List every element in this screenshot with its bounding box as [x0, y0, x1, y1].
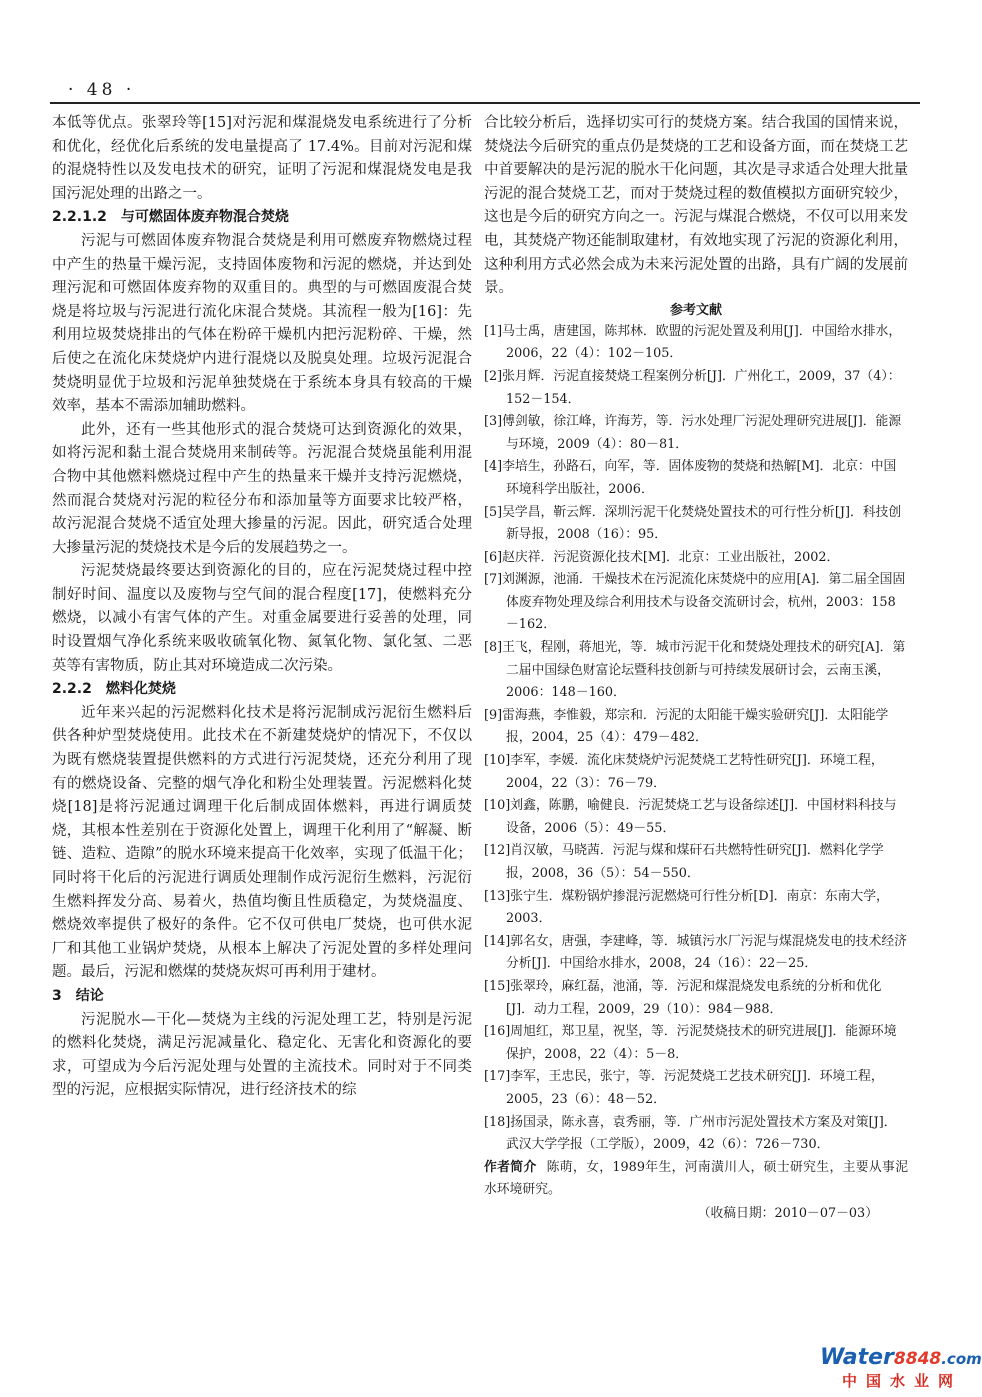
- reference-item: [10]刘鑫，陈鹏，喻健良．污泥焚烧工艺与设备综述[J]．中国材料科技与设备，2006（5）：49－55．: [484, 798, 897, 836]
- reference-item: [6]赵庆祥．污泥资源化技术[M]．北京：工业出版社，2002．: [484, 549, 840, 565]
- heading-text: 与可燃固体废弃物混合焚烧: [120, 209, 289, 226]
- reference-list: [484, 321, 908, 1157]
- reference-item: [12]肖汉敏，马晓茜．污泥与煤和煤矸石共燃特性研究[J]．燃料化学学报，2008，36（5）：54－550．: [484, 843, 884, 881]
- references-title: 参考文献: [669, 302, 722, 318]
- site-logo[interactable]: [820, 1345, 982, 1394]
- paragraph: 污泥焚烧最终要达到资源化的目的，应在污泥焚烧过程中控制好时间、温度以及废物与空气间的混合程度[17]，使燃料充分燃烧，以减小有害气体的产生。对重金属要进行妥善的处理，同时设置烟气净化系统来吸收硫氧化物、氮氧化物、氯化氢、二恶英等有害物质，防止其对环境造成二次污染。: [52, 563, 472, 674]
- received-date: （收稿日期：2010－07－03）: [697, 1205, 878, 1221]
- reference-item: [10]李军，李媛．流化床焚烧炉污泥焚烧工艺特性研究[J]．环境工程，2004，22（3）：76－79．: [484, 753, 884, 791]
- reference-item: [4]李培生，孙路石，向军，等．固体废物的焚烧和热解[M]．北京：中国环境科学出版社，2006．: [484, 459, 897, 497]
- author-note: [484, 1157, 908, 1202]
- paragraph: 本低等优点。张翠玲等[15]对污泥和煤混烧发电系统进行了分析和优化，经优化后系统的发电量提高了 17.4%。目前对污泥和煤的混烧特性以及发电技术的研究，证明了污泥和煤混烧发电是我国污泥处理的出路之一。: [52, 115, 472, 202]
- paragraph: 污泥脱水—干化—焚烧为主线的污泥处理工艺，特别是污泥的燃料化焚烧，满足污泥减量化、稳定化、无害化和资源化的要求，可望成为今后污泥处理与处置的主流技术。同时对于不同类型的污泥，应根据实际情况，进行经济技术的综: [52, 1011, 472, 1099]
- paragraph: 合比较分析后，选择切实可行的焚烧方案。结合我国的国情来说，焚烧法今后研究的重点仍是焚烧的工艺和设备方面，而在焚烧工艺中首要解决的是污泥的脱水干化问题，其次是寻求适合处理大批量污泥的混合焚烧工艺，而对于焚烧过程的数值模拟方面研究较少，这也是今后的研究方向之一。污泥与煤混合燃烧，不仅可以用来发电，其焚烧产物还能制取建材，有效地实现了污泥的资源化利用，这种利用方式必然会成为未来污泥处置的出路，具有广阔的发展前景。: [484, 115, 908, 297]
- page-number: · 48 ·: [68, 80, 136, 100]
- logo-number: 8848: [893, 1349, 942, 1369]
- heading-number: 2.2.1.2: [52, 209, 107, 226]
- reference-item: [15]张翠玲，麻红磊，池涌，等．污泥和煤混烧发电系统的分析和优化[J]．动力工程，2009，29（10）：984－988．: [484, 978, 882, 1017]
- heading-text: 燃料化焚烧: [105, 681, 176, 698]
- paragraph: 此外，还有一些其他形式的混合焚烧可达到资源化的效果，如将污泥和黏土混合焚烧用来制砖等。污泥混合焚烧虽能利用混合物中其他燃料燃烧过程中产生的热量来干燥并支持污泥燃烧，然而混合焚烧对污泥的粒径分布和添加量等方面要求比较严格，故污泥混合焚烧不适宜处理大掺量的污泥。因此，研究适合处理大掺量污泥的焚烧技术是今后的发展趋势之一。: [52, 421, 472, 556]
- reference-item: [3]傅剑敏，徐江峰，许海芳，等．污水处理厂污泥处理研究进展[J]．能源与环境，2009（4）：80－81．: [484, 414, 902, 452]
- heading-number: 3: [52, 987, 62, 1004]
- author-text: 陈萌，女，1989年生，河南潢川人，硕士研究生，主要从事泥水环境研究。: [484, 1159, 909, 1198]
- reference-item: [9]雷海燕，李惟毅，郑宗和．污泥的太阳能干燥实验研究[J]．太阳能学报，2004，25（4）：479－482．: [484, 707, 889, 746]
- paragraph: 污泥与可燃固体废弃物混合焚烧是利用可燃废弃物燃烧过程中产生的热量干燥污泥，支持固体废物和污泥的燃烧，并达到处理污泥和可燃固体废弃物的双重目的。典型的与可燃固废混合焚烧是将垃圾与污泥进行流化床混合焚烧。其流程一般为[16]：先利用垃圾焚烧排出的气体在粉碎干燥机内把污泥粉碎、干燥，然后使之在流化床焚烧炉内进行混烧以及脱臭处理。垃圾污泥混合焚烧明显优于垃圾和污泥单独焚烧在于系统本身具有较高的干燥效率，基本不需添加辅助燃料。: [52, 232, 472, 415]
- paragraph: 近年来兴起的污泥燃料化技术是将污泥制成污泥衍生燃料后供各种炉型焚烧使用。此技术在不新建焚烧炉的情况下，不仅以为既有燃烧装置提供燃料的方式进行污泥焚烧，还充分利用了现有的燃烧设备、完整的烟气净化和粉尘处理装置。污泥燃料化焚烧[18]是将污泥通过调理干化后制成固体燃料，再进行调质焚烧，其根本性差别在于资源化处置上，调理干化利用了“解凝、断链、造粒、造隙”的脱水环境来提高干化效率，实现了低温干化；同时将干化后的污泥进行调质处理制作成污泥衍生燃料，污泥衍生燃料挥发分高、易着火，热值均衡且性质稳定，为焚烧温度、燃烧效率提供了极好的条件。它不仅可供电厂焚烧，也可供水泥厂和其他工业锅炉焚烧，从根本上解决了污泥处置的多样处理问题。最后，污泥和燃煤的焚烧灰烬可再利用于建材。: [52, 704, 472, 981]
- header-rule: [50, 102, 920, 104]
- logo-suffix: .com: [941, 1350, 982, 1368]
- reference-item: [18]扬国录，陈永喜，袁秀丽，等．广州市污泥处置技术方案及对策[J]．武汉大学学报（工学版），2009，42（6）：726－730．: [484, 1114, 897, 1153]
- reference-item: [16]周旭红，郑卫星，祝坚，等．污泥焚烧技术的研究进展[J]．能源环境保护，2008，22（4）：5－8．: [484, 1024, 897, 1062]
- section-heading-3: [52, 985, 472, 1009]
- logo-subtitle: 中国水业网: [842, 1372, 963, 1390]
- author-label: 作者简介: [484, 1159, 537, 1175]
- right-column: [484, 112, 908, 1226]
- left-column: [52, 112, 472, 1103]
- reference-item: [7]刘渊源，池涌．干燥技术在污泥流化床焚烧中的应用[A]．第二届全国固体废弃物处理及综合利用技术与设备交流研讨会，杭州，2003：158－162．: [484, 572, 906, 633]
- reference-item: [17]李军，王忠民，张宁，等．污泥焚烧工艺技术研究[J]．环境工程，2005，23（6）：48－52．: [484, 1069, 884, 1107]
- logo-word: Water: [820, 1345, 894, 1370]
- section-heading-2-2-2: [52, 678, 472, 702]
- reference-item: [2]张月辉．污泥直接焚烧工程案例分析[J]．广州化工，2009，37（4）：152－154．: [484, 368, 901, 407]
- reference-item: [13]张宁生．煤粉锅炉掺混污泥燃烧可行性分析[D]．南京：东南大学，2003．: [484, 888, 889, 927]
- reference-item: [1]马士禹，唐建国，陈邦林．欧盟的污泥处置及利用[J]．中国给水排水，2006，22（4）：102－105．: [484, 323, 902, 362]
- reference-item: [5]吴学昌，靳云辉．深圳污泥干化焚烧处置技术的可行性分析[J]．科技创新导报，2008（16）：95．: [484, 504, 902, 543]
- page-header: [50, 74, 920, 104]
- reference-item: [14]郭名女，唐强，李建峰，等．城镇污水厂污泥与煤混烧发电的技术经济分析[J]．中国给水排水，2008，24（16）：22－25．: [484, 933, 907, 972]
- heading-text: 结论: [75, 987, 104, 1004]
- reference-item: [8]王飞，程刚，蒋旭光，等．城市污泥干化和焚烧处理技术的研究[A]．第二届中国绿色财富论坛暨科技创新与可持续发展研讨会，云南玉溪，2006：148－160．: [484, 640, 906, 701]
- heading-number: 2.2.2: [52, 681, 92, 698]
- logo-wordmark: [820, 1345, 982, 1371]
- section-heading-2-2-1-2: [52, 206, 472, 230]
